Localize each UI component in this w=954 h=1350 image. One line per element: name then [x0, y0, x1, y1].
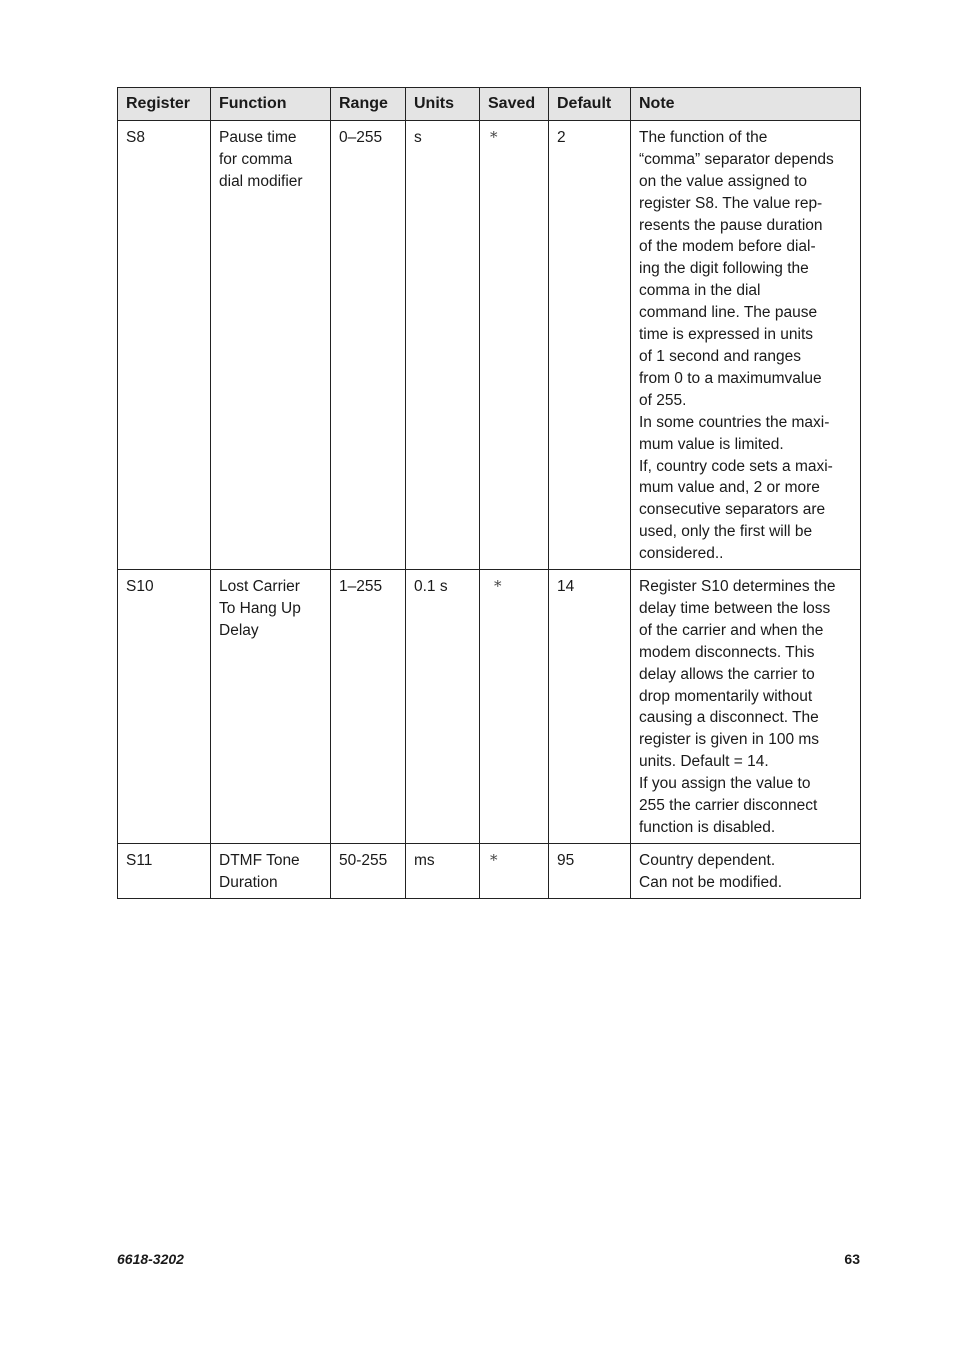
- header-row: [118, 88, 861, 121]
- header-function: Function: [211, 88, 331, 121]
- header-range: Range: [331, 88, 406, 121]
- cell-note-line: delay time between the loss: [639, 599, 831, 617]
- table-row: [118, 120, 861, 569]
- doc-number: 6618-3202: [117, 1251, 184, 1267]
- cell-note-line: mum value is limited.: [639, 435, 784, 453]
- cell-note-line: drop momentarily without: [639, 687, 813, 705]
- cell-note-line: units. Default = 14.: [639, 753, 769, 771]
- cell-default: 14: [549, 570, 631, 844]
- cell-note-line: If, country code sets a maxi-: [639, 457, 833, 475]
- cell-note-line: delay allows the carrier to: [639, 665, 815, 683]
- cell-range: 0–255: [331, 120, 406, 569]
- table-row: [118, 843, 861, 898]
- table-row: [118, 570, 861, 844]
- cell-function-line: DTMF Tone: [219, 851, 300, 869]
- header-units: Units: [406, 88, 480, 121]
- table-body: [118, 120, 861, 898]
- header-saved: Saved: [480, 88, 549, 121]
- cell-note-line: command line. The pause: [639, 304, 818, 322]
- header-register: Register: [118, 88, 211, 121]
- cell-function: [211, 570, 331, 844]
- cell-note-line: In some countries the maxi-: [639, 413, 830, 431]
- cell-note-line: of 1 second and ranges: [639, 347, 802, 365]
- cell-range: 1–255: [331, 570, 406, 844]
- cell-note-line: modem disconnects. This: [639, 643, 815, 661]
- cell-function-line: Pause time: [219, 128, 297, 146]
- cell-note-line: register is given in 100 ms: [639, 731, 820, 749]
- saved-asterisk: *: [490, 850, 498, 869]
- page-number: 63: [844, 1251, 860, 1267]
- cell-note-line: The function of the: [639, 128, 768, 146]
- cell-note-line: on the value assigned to: [639, 172, 808, 190]
- cell-default: 95: [549, 843, 631, 898]
- cell-note-line: of the modem before dial-: [639, 238, 816, 256]
- cell-saved: [480, 570, 549, 844]
- cell-default: 2: [549, 120, 631, 569]
- cell-function-line: Delay: [219, 621, 259, 639]
- cell-function-line: Duration: [219, 873, 278, 891]
- cell-note-line: ing the digit following the: [639, 260, 809, 278]
- cell-register: S11: [118, 843, 211, 898]
- cell-register: S8: [118, 120, 211, 569]
- cell-function-line: Lost Carrier: [219, 578, 300, 596]
- cell-note: [631, 570, 861, 844]
- header-note: Note: [631, 88, 861, 121]
- cell-note-line: consecutive separators are: [639, 501, 826, 519]
- cell-function: [211, 843, 331, 898]
- register-table: [117, 87, 861, 899]
- cell-saved: [480, 843, 549, 898]
- cell-note-line: If you assign the value to: [639, 775, 811, 793]
- cell-range: 50-255: [331, 843, 406, 898]
- cell-note-line: comma in the dial: [639, 282, 761, 300]
- cell-units: s: [406, 120, 480, 569]
- cell-note-line: mum value and, 2 or more: [639, 479, 820, 497]
- cell-note-line: of the carrier and when the: [639, 621, 824, 639]
- cell-note-line: “comma” separator depends: [639, 150, 834, 168]
- saved-asterisk: *: [490, 127, 498, 146]
- cell-note-line: of 255.: [639, 391, 687, 409]
- cell-function-line: dial modifier: [219, 172, 303, 190]
- saved-asterisk: *: [494, 577, 502, 596]
- cell-note-line: causing a disconnect. The: [639, 709, 819, 727]
- cell-note-line: Register S10 determines the: [639, 578, 836, 596]
- cell-note-line: time is expressed in units: [639, 326, 814, 344]
- cell-saved: [480, 120, 549, 569]
- cell-note-line: 255 the carrier disconnect: [639, 797, 818, 815]
- cell-note-line: register S8. The value rep-: [639, 194, 823, 212]
- header-default: Default: [549, 88, 631, 121]
- cell-note-line: Country dependent.: [639, 851, 776, 869]
- cell-note-line: used, only the first will be: [639, 523, 813, 541]
- cell-note: [631, 120, 861, 569]
- cell-function: [211, 120, 331, 569]
- cell-units: ms: [406, 843, 480, 898]
- cell-note-line: resents the pause duration: [639, 216, 823, 234]
- cell-note-line: Can not be modified.: [639, 873, 783, 891]
- cell-note: [631, 843, 861, 898]
- cell-function-line: for comma: [219, 150, 293, 168]
- cell-note-line: function is disabled.: [639, 819, 776, 836]
- cell-note-line: considered..: [639, 545, 724, 563]
- cell-note-line: from 0 to a maximumvalue: [639, 369, 822, 387]
- cell-units: 0.1 s: [406, 570, 480, 844]
- cell-register: S10: [118, 570, 211, 844]
- cell-function-line: To Hang Up: [219, 599, 301, 617]
